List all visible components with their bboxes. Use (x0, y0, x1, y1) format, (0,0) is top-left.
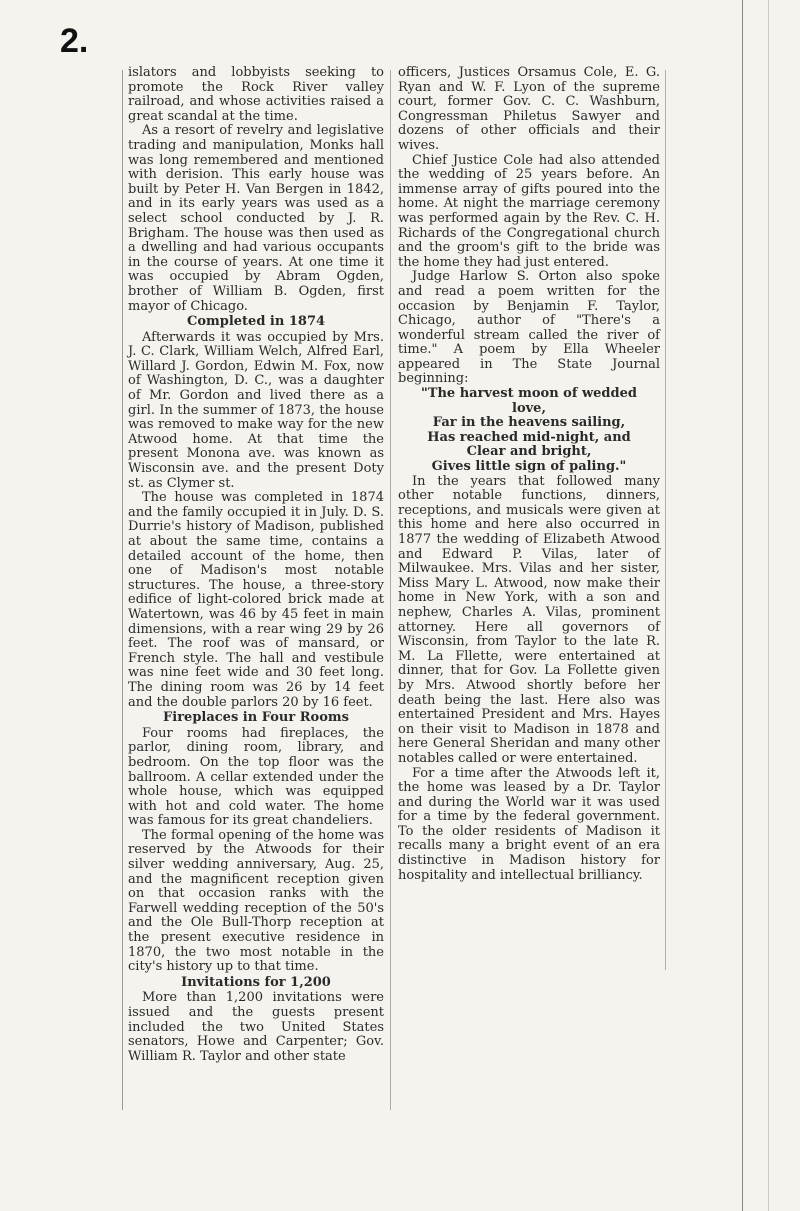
poem-line: Has reached mid-night, and (427, 429, 631, 445)
poem-line: Gives little sign of paling." (431, 459, 627, 475)
page-number: 2. (60, 22, 89, 60)
paragraph: islators and lobbyists seeking to promote the Rock River valley railroad, and whose activities raised a great scandal at the time. (128, 65, 384, 124)
paragraph: For a time after the Atwoods left it, the home was leased by a Dr. Taylor and during the World war it was used for a time by the federal government. To the older residents of Madison it recalls many a bright event of an era distinctive in Madison history for hospitality and intellectual brilliancy. (398, 765, 660, 883)
paragraph: The house was completed in 1874 and the family occupied it in July. D. S. Durrie's history of Madison, published at about the same time, contains a detailed account of the home, then one of Madison's most notable structures. The house, a three-story edifice of light-colored brick made at Watertown, was 46 by 45 feet in main dimensions, with a rear wing 29 by 26 feet. The roof was of mansard, or French style. The hall and vestibule was nine feet wide and 30 feet long. The dining room was 26 by 14 feet and the double parlors 20 by 16 feet. (128, 490, 384, 710)
paragraph: officers, Justices Orsamus Cole, E. G. Ryan and W. F. Lyon of the supreme court, former Gov. C. C. Washburn, Congressman Philetus Sawyer and dozens of other officials and their wives. (398, 65, 660, 153)
subheading-invitations: Invitations for 1,200 (181, 974, 331, 990)
poem-quote (398, 387, 660, 475)
subheading-completed: Completed in 1874 (186, 314, 326, 330)
paragraph: As a resort of revelry and legislative trading and manipulation, Monks hall was long remembered and mentioned with derision. This early house was built by Peter H. Van Bergen in 1842, and in its early years was used as a select school conducted by J. R. Brigham. The house was then used as a dwelling and had various occupants in the course of years. At one time it was occupied by Abram Ogden, brother of William B. Ogden, first mayor of Chicago. (128, 123, 384, 314)
scan-edge-line-faint (768, 0, 769, 1211)
scan-edge-line (742, 0, 743, 1211)
paragraph: Judge Harlow S. Orton also spoke and read a poem written for the occasion by Benjamin F. Taylor, Chicago, author of "There's a wonderful stream called the river of time." A poem by Ella Wheeler appeared in The State Journal beginning: (398, 269, 660, 387)
column-rule-right (665, 70, 666, 970)
article-column-2 (398, 66, 660, 883)
paragraph: The formal opening of the home was reserved by the Atwoods for their silver wedding anniversary, Aug. 25, and the magnificent reception given on that occasion ranks with the Farwell wedding reception of the 50's and the Ole Bull-Thorp reception at the present executive residence in 1870, the two most notable in the city's history up to that time. (128, 827, 384, 975)
paragraph: More than 1,200 invitations were issued and the guests present included the two United States senators, Howe and Carpenter; Gov. William R. Taylor and other state (128, 990, 384, 1064)
article-column-1 (128, 66, 384, 1064)
column-rule-left (122, 70, 123, 1110)
poem-line: love, (512, 400, 546, 416)
paragraph: Four rooms had fireplaces, the parlor, dining room, library, and bedroom. On the top floor was the ballroom. A cellar extended under the whole house, which was equipped with hot and cold water. The home was famous for its great chandeliers. (128, 725, 384, 829)
paragraph: Chief Justice Cole had also attended the wedding of 25 years before. An immense array of gifts poured into the home. At night the marriage ceremony was performed again by the Rev. C. H. Richards of the Congregational church and the groom's gift to the bride was the home they had just entered. (398, 152, 660, 270)
column-rule-middle (390, 70, 391, 1110)
paragraph: Afterwards it was occupied by Mrs. J. C. Clark, William Welch, Alfred Earl, Willard J. Gordon, Edwin M. Fox, now of Washington, D. C., was a daughter of Mr. Gordon and lived there as a girl. In the summer of 1873, the house was removed to make way for the new Atwood home. At that time the present Monona ave. was known as Wisconsin ave. and the present Doty st. as Clymer st. (128, 329, 384, 491)
subheading-fireplaces: Fireplaces in Four Rooms (163, 710, 349, 726)
poem-line: Far in the heavens sailing, (432, 415, 626, 431)
poem-line: "The harvest moon of wedded (421, 386, 637, 402)
paragraph: In the years that followed many other notable functions, dinners, receptions, and musicals were given at this home and here also occurred in 1877 the wedding of Elizabeth Atwood and Edward P. Vilas, later of Milwaukee. Mrs. Vilas and her sister, Miss Mary L. Atwood, now make their home in New York, with a son and nephew, Charles A. Vilas, prominent attorney. Here all governors of Wisconsin, from Taylor to the late R. M. La Fllette, were entertained at dinner, that for Gov. La Follette given by Mrs. Atwood shortly before her death being the last. Here also was entertained President and Mrs. Hayes on their visit to Madison in 1878 and here General Sheridan and many other notables called or were entertained. (398, 473, 660, 766)
poem-line: Clear and bright, (466, 444, 592, 460)
